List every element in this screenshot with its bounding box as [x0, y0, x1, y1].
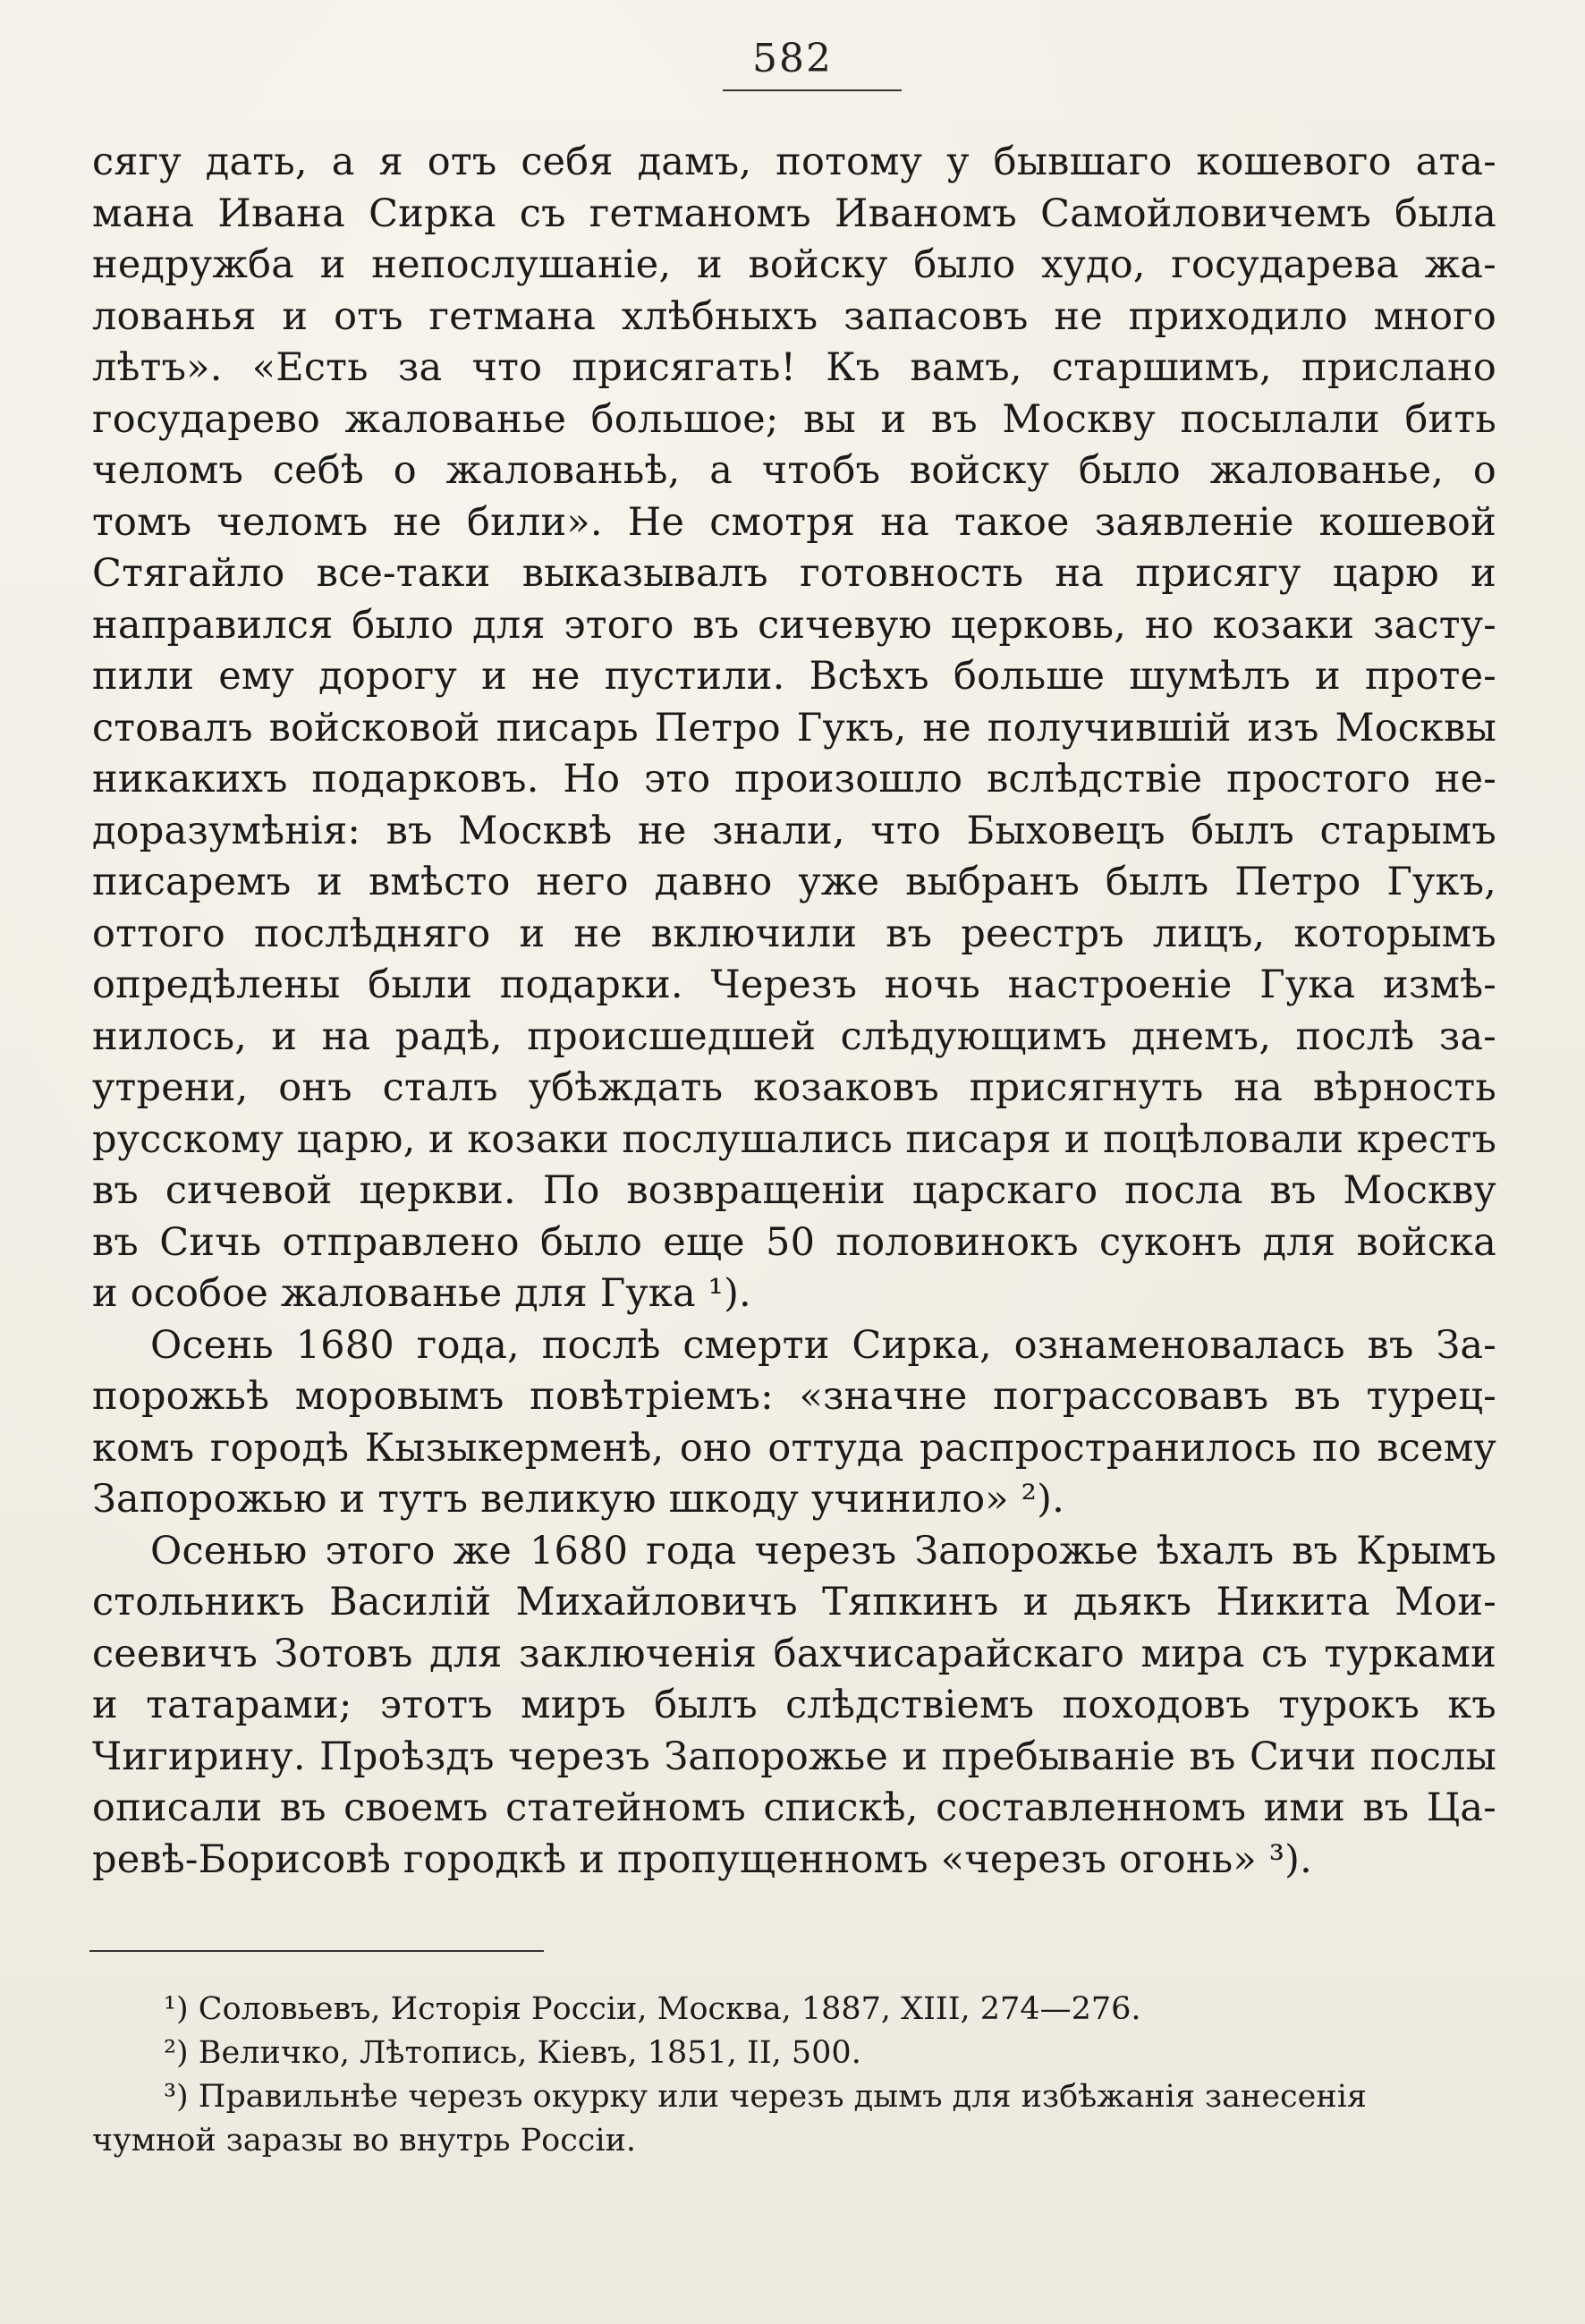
page-number-rule [723, 89, 902, 91]
text-line: направился было для этого въ сичевую церковь, но козаки засту- [92, 602, 1496, 648]
text-line: Осенью этого же 1680 года черезъ Запорожье ѣхалъ въ Крымъ [150, 1528, 1496, 1573]
text-line: оттого послѣдняго и не включили въ реестръ лицъ, которымъ [92, 911, 1496, 956]
footnote-line: ³) Правильнѣе черезъ окурку или черезъ дымъ для избѣжанія занесенія [164, 2079, 1367, 2115]
text-line: порожьѣ моровымъ повѣтріемъ: «значне пограссовавъ въ турец- [92, 1374, 1496, 1419]
text-line: русскому царю, и козаки послушались писаря и поцѣловали крестъ [92, 1116, 1496, 1162]
footnote-line: ¹) Соловьевъ, Исторія Россіи, Москва, 1887, XIII, 274—276. [164, 1991, 1141, 2027]
text-line: Осень 1680 года, послѣ смерти Сирка, ознаменовалась въ За- [150, 1322, 1496, 1368]
text-line: лѣтъ». «Есть за что присягать! Къ вамъ, старшимъ, прислано [92, 345, 1496, 390]
text-line: Запорожью и тутъ великую шкоду учинило» ²). [92, 1477, 1064, 1522]
text-line: Стягайло все-таки выказывалъ готовность на присягу царю и [92, 551, 1496, 596]
footnote-line: ²) Величко, Лѣтопись, Кіевъ, 1851, II, 500. [164, 2035, 861, 2071]
text-line: недружба и непослушаніе, и войску было худо, государева жа- [92, 242, 1496, 287]
text-line: опредѣлены были подарки. Черезъ ночь настроеніе Гука измѣ- [92, 963, 1496, 1007]
text-line: государево жалованье большое; вы и въ Москву посылали бить [92, 396, 1496, 442]
text-line: въ Сичь отправлено было еще 50 половинокъ суконъ для войска [92, 1219, 1496, 1265]
text-line: писаремъ и вмѣсто него давно уже выбранъ былъ Петро Гукъ, [92, 860, 1496, 904]
text-line: Чигирину. Проѣздъ черезъ Запорожье и пребываніе въ Сичи послы [92, 1734, 1496, 1779]
text-line: комъ городѣ Кызыкерменѣ, оно оттуда распространилось по всему [92, 1425, 1496, 1471]
text-line: никакихъ подарковъ. Но это произошло вслѣдствіе простого не- [92, 757, 1496, 802]
text-line: стольникъ Василій Михайловичъ Тяпкинъ и дьякъ Никита Мои- [92, 1580, 1496, 1624]
text-line: и татарами; этотъ миръ былъ слѣдствіемъ походовъ турокъ къ [92, 1683, 1496, 1727]
text-line: въ сичевой церкви. По возвращеніи царскаго посла въ Москву [92, 1168, 1496, 1213]
text-line: сягу дать, а я отъ себя дамъ, потому у бывшаго кошевого ата- [92, 140, 1496, 184]
footnote-line: чумной заразы во внутрь Россіи. [92, 2123, 637, 2159]
text-line: нилось, и на радѣ, происшедшей слѣдующимъ днемъ, послѣ за- [92, 1014, 1496, 1059]
text-line: утрени, онъ сталъ убѣждать козаковъ присягнуть на вѣрность [92, 1065, 1496, 1110]
text-line: ревѣ-Борисовѣ городкѣ и пропущенномъ «черезъ огонь» ³). [92, 1836, 1313, 1882]
text-line: мана Ивана Сирка съ гетманомъ Иваномъ Самойловичемъ была [92, 191, 1496, 236]
body-text [92, 137, 1496, 1886]
text-line: лованья и отъ гетмана хлѣбныхъ запасовъ не приходило много [92, 293, 1496, 339]
text-line: описали въ своемъ статейномъ спискѣ, составленномъ ими въ Ца- [92, 1785, 1496, 1830]
footnote-rule [89, 1950, 544, 1952]
text-line: пили ему дорогу и не пустили. Всѣхъ больше шумѣлъ и проте- [92, 654, 1496, 699]
text-line: и особое жалованье для Гука ¹). [92, 1271, 751, 1316]
text-line: доразумѣнія: въ Москвѣ не знали, что Быховецъ былъ старымъ [92, 808, 1496, 853]
text-line: томъ челомъ не били». Не смотря на такое заявленіе кошевой [92, 499, 1496, 545]
text-line: стовалъ войсковой писарь Петро Гукъ, не получившій изъ Москвы [92, 705, 1496, 751]
page-number: 582 [752, 36, 833, 81]
text-line: челомъ себѣ о жалованьѣ, а чтобъ войску было жалованье, о [92, 448, 1496, 493]
text-line: сеевичъ Зотовъ для заключенія бахчисарайскаго мира съ турками [92, 1631, 1496, 1676]
footnotes [92, 1988, 1496, 2163]
